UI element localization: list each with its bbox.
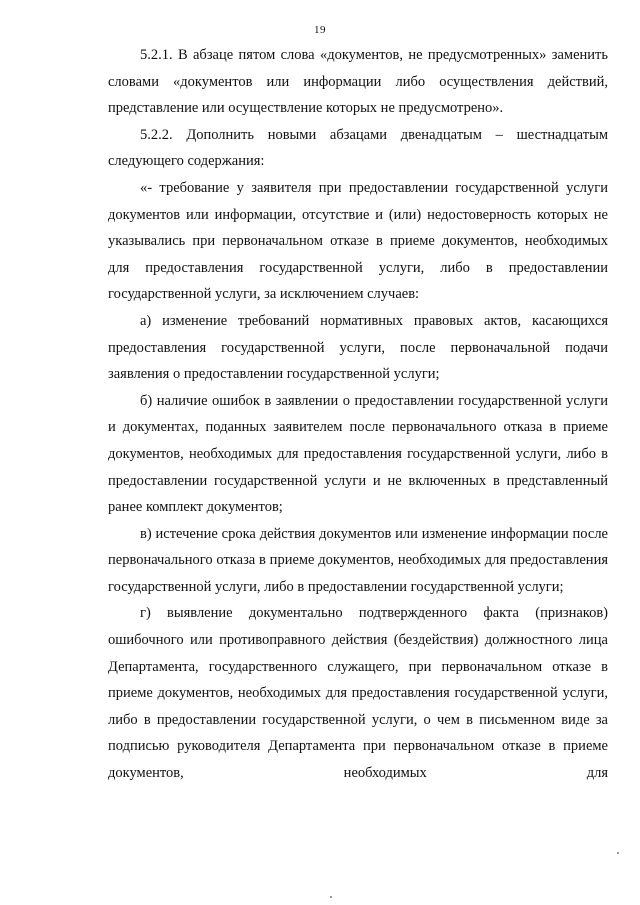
paragraph-case-a: а) изменение требований нормативных правовых актов, касающихся предоставления государственной услуги, после первоначальной подачи заявления о предоставлении государственной услуги; bbox=[108, 312, 608, 383]
page-number: 19 bbox=[314, 24, 326, 36]
paragraph-case-b: б) наличие ошибок в заявлении о предоставлении государственной услуги и документах, поданных заявителем после первоначального отказа в приеме документов, необходимых для предоставления государственной услуги, либо в предоставлении государственной услуги и не включенных в представленный ранее комплект документов; bbox=[108, 392, 608, 516]
paragraph-5-2-1: 5.2.1. В абзаце пятом слова «документов, не предусмотренных» заменить словами «документов или информации либо осуществления действий, представление или осуществление которых не предусмотрено». bbox=[108, 47, 608, 117]
scan-speck bbox=[330, 896, 332, 898]
paragraph-case-g: г) выявление документально подтвержденного факта (признаков) ошибочного или противоправного действия (бездействия) должностного лица Департамента, государственного служащего, при первоначальном отказе в приеме документов, необходимых для предоставления государственной услуги, либо в предоставлении государственной услуги, о чем в письменном виде за подписью руководителя Департамента при первоначальном отказе в приеме документов, необходимых для bbox=[108, 605, 608, 782]
paragraph-5-2-2: 5.2.2. Дополнить новыми абзацами двенадцатым – шестнадцатым следующего содержания: bbox=[108, 126, 608, 170]
scan-speck bbox=[617, 852, 619, 854]
document-body bbox=[108, 42, 608, 787]
paragraph-case-v: в) истечение срока действия документов или изменение информации после первоначального отказа в приеме документов, необходимых для предоставления государственной услуги, либо в предоставлении государственной услуги; bbox=[108, 525, 608, 595]
paragraph-requirement: «- требование у заявителя при предоставлении государственной услуги документов или информации, отсутствие и (или) недостоверность которых не указывались при первоначальном отказе в приеме документов, необходимых для предоставления государственной услуги, либо в предоставлении государственной услуги, за исключением случаев: bbox=[108, 179, 608, 303]
